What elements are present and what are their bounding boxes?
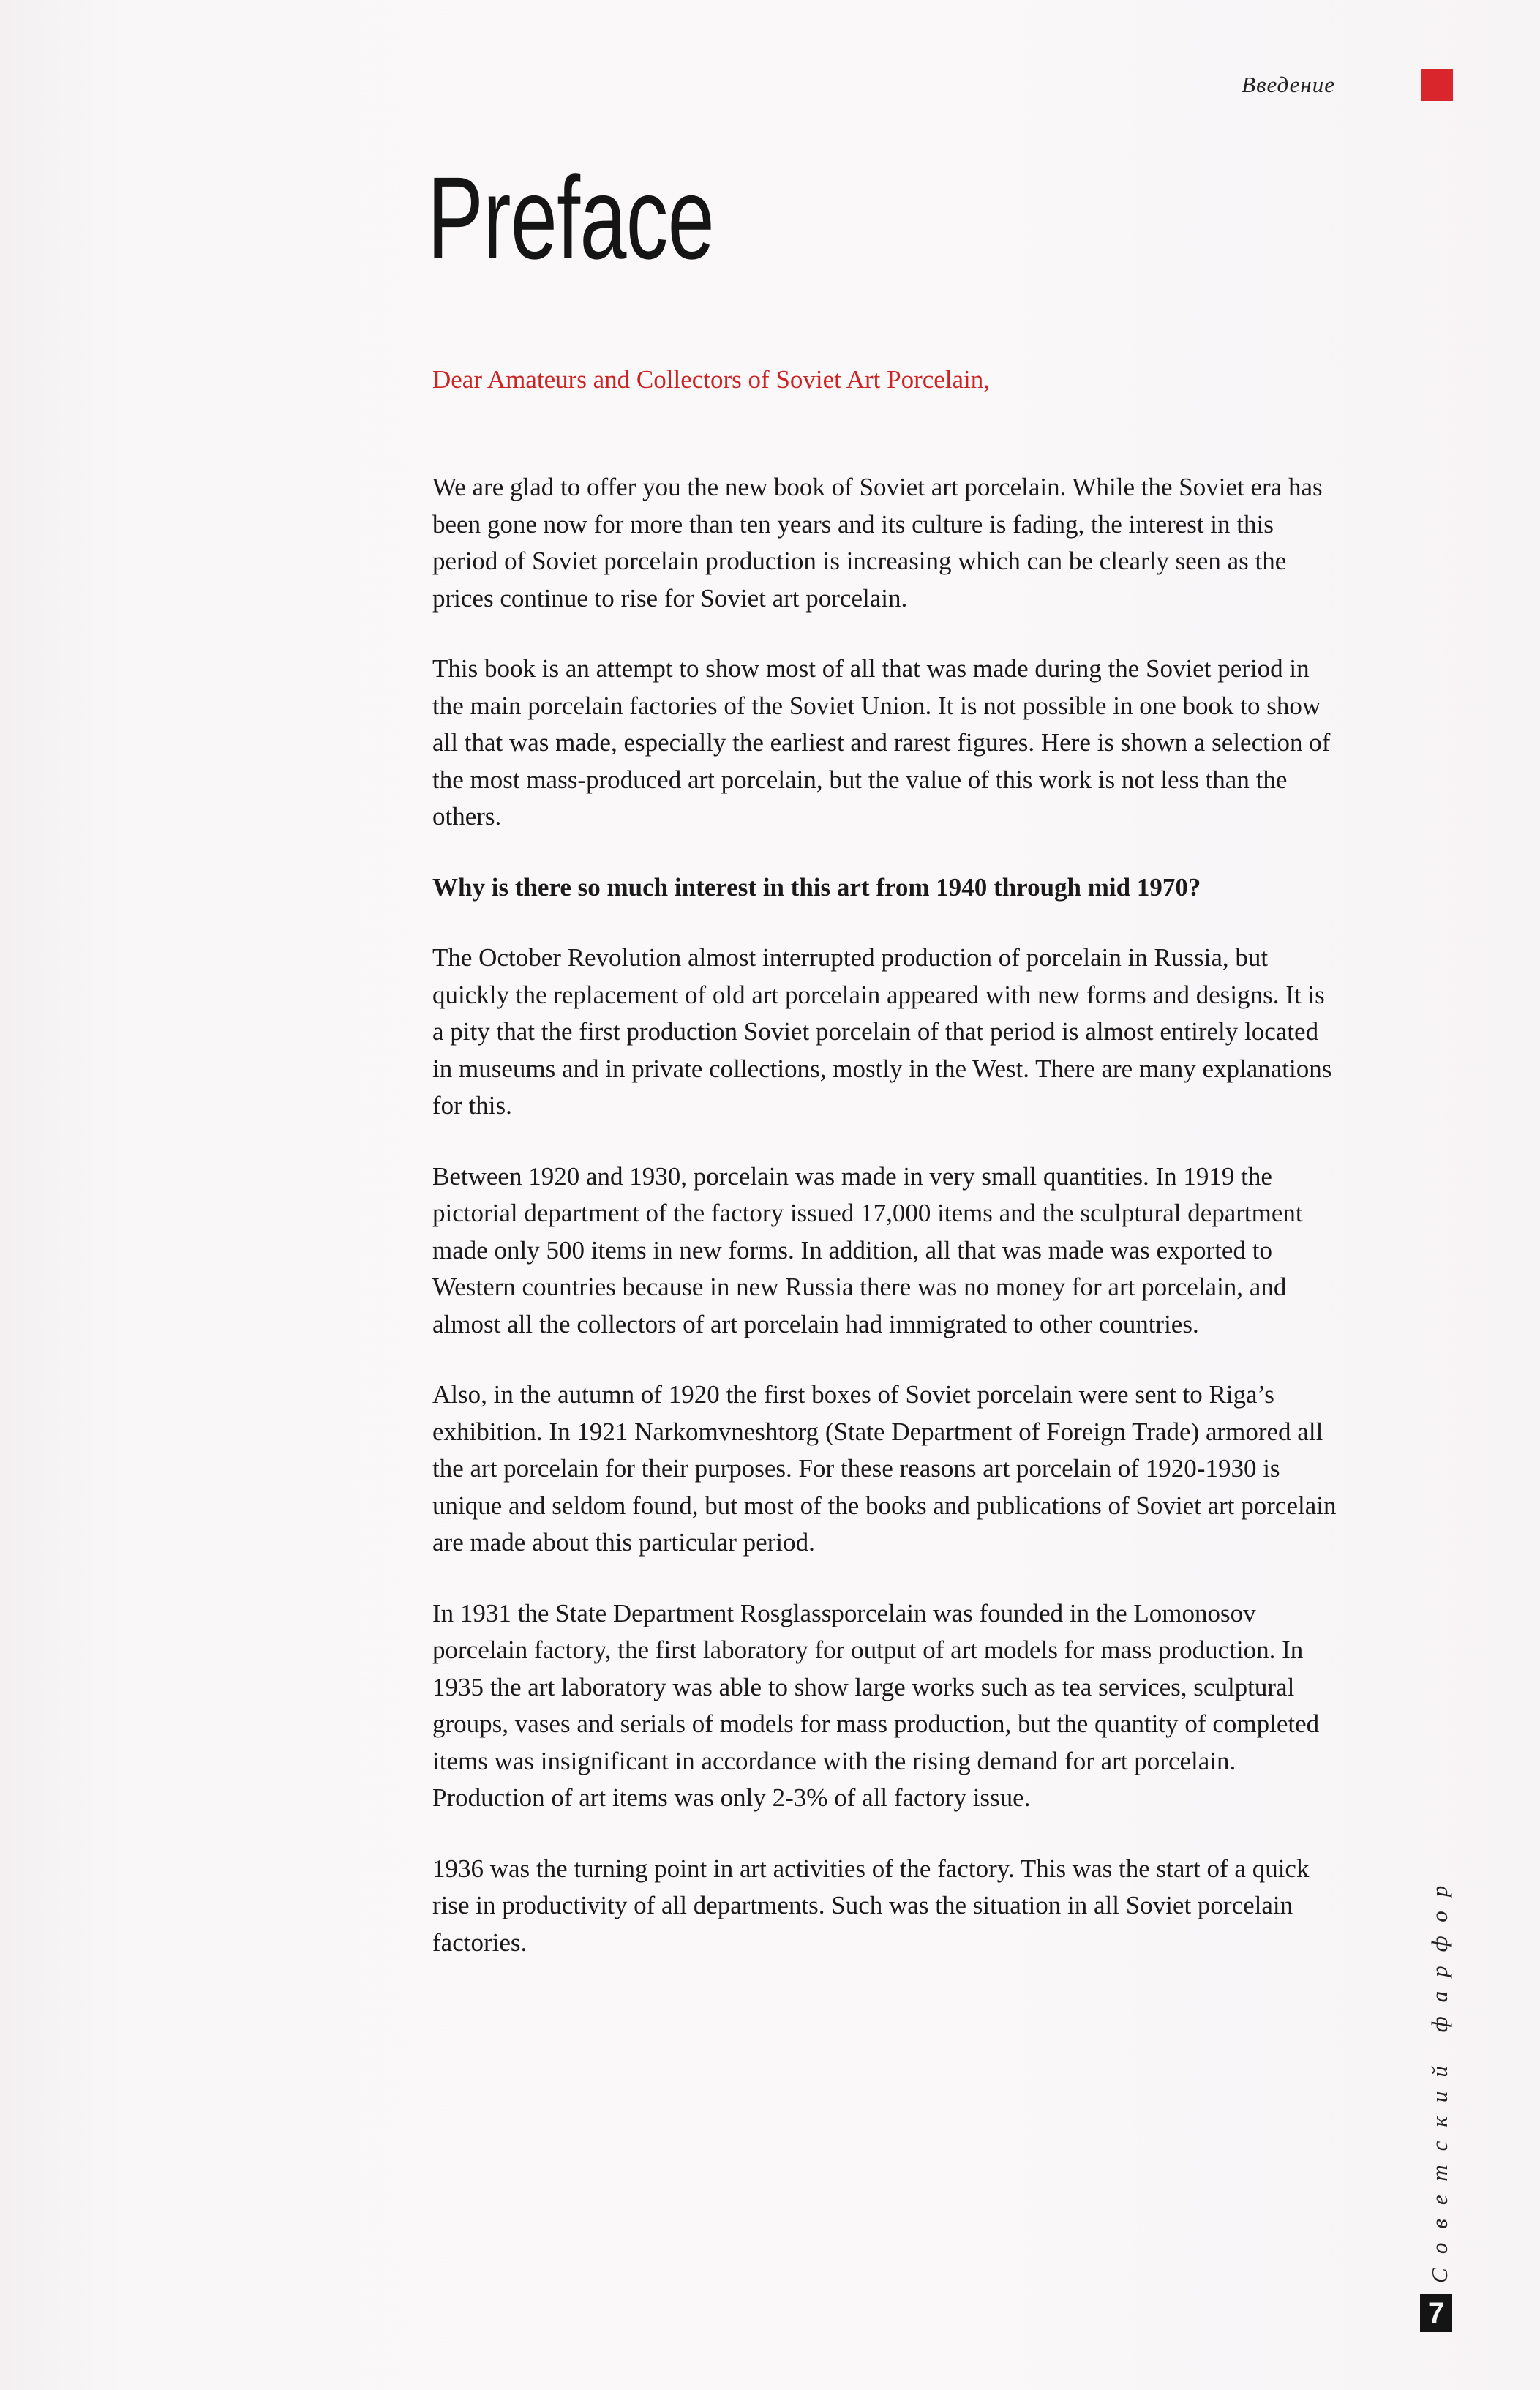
salutation: Dear Amateurs and Collectors of Soviet Art Porcelain, <box>432 365 991 394</box>
section-heading: Why is there so much interest in this art from 1940 through mid 1970? <box>432 872 1201 902</box>
paragraph: The October Revolution almost interrupted production of porcelain in Russia, but quickly the replacement of old art porcelain appeared with new forms and designs. It is a pity that the first production Soviet porcelain of that period is almost entirely located in museums and in private collections, mostly in the West. There are many explanations for this. <box>432 943 1332 1120</box>
paragraph: Between 1920 and 1930, porcelain was made in very small quantities. In 1919 the pictorial department of the factory issued 17,000 items and the sculptural department made only 500 items in new forms. In addition, all that was made was exported to Western countries because in new Russia there was no money for art porcelain, and almost all the collectors of art porcelain had immigrated to other countries. <box>432 1161 1303 1338</box>
paragraph: Also, in the autumn of 1920 the first boxes of Soviet porcelain were sent to Riga’s exhibition. In 1921 Narkomvneshtorg (State Department of Foreign Trade) armored all the art porcelain for their purposes. For these reasons art porcelain of 1920-1930 is unique and seldom found, but most of the books and publications of Soviet art porcelain are made about this particular period. <box>432 1380 1337 1557</box>
body-text <box>432 469 1340 1995</box>
page-title: Preface <box>427 152 714 283</box>
red-square-marker <box>1421 69 1453 101</box>
paragraph: In 1931 the State Department Rosglassporcelain was founded in the Lomonosov porcelain factory, the first laboratory for output of art models for mass production. In 1935 the art laboratory was able to show large works such as tea services, sculptural groups, vases and serials of models for mass production, but the quantity of completed items was insignificant in accordance with the rising demand for art porcelain. Production of art items was only 2-3% of all factory issue. <box>432 1598 1320 1812</box>
vertical-book-title: Советский фарфор <box>1427 1871 1452 2283</box>
paragraph: This book is an attempt to show most of all that was made during the Soviet period in the main porcelain factories of the Soviet Union. It is not possible in one book to show all that was made, especially the earliest and rarest figures. Here is shown a selection of the most mass-produced art porcelain, but the value of this work is not less than the others. <box>432 654 1331 831</box>
page-number: 7 <box>1420 2294 1452 2332</box>
running-header: Введение <box>1242 72 1335 97</box>
paragraph: We are glad to offer you the new book of Soviet art porcelain. While the Soviet era has been gone now for more than ten years and its culture is fading, the interest in this period of Soviet porcelain production is increasing which can be clearly seen as the prices continue to rise for Soviet art porcelain. <box>432 473 1323 613</box>
paragraph: 1936 was the turning point in art activities of the factory. This was the start of a quick rise in productivity of all departments. Such was the situation in all Soviet porcelain factories. <box>432 1854 1310 1957</box>
